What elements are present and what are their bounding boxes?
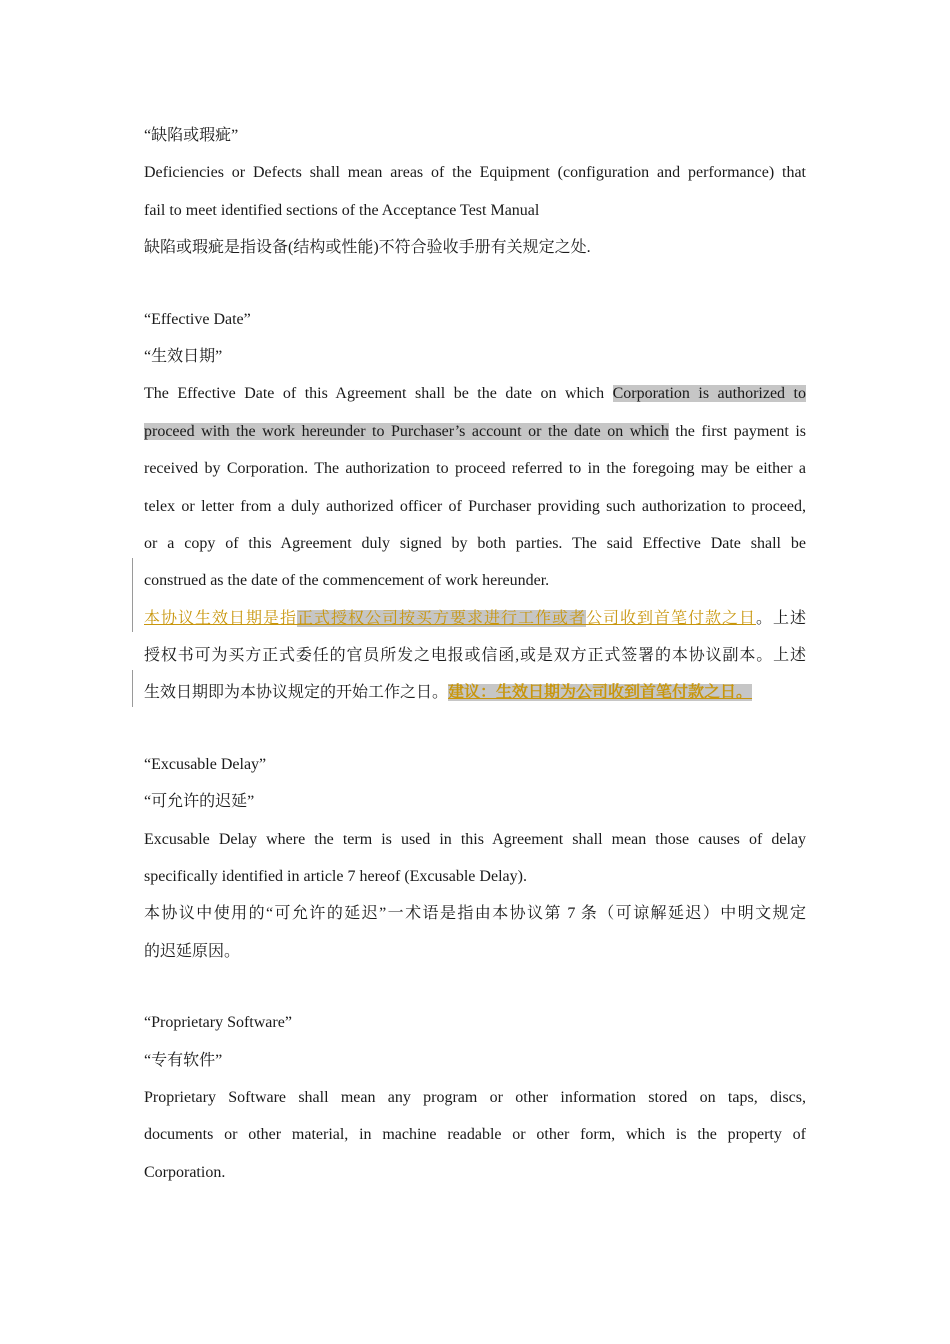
tracked-insertion[interactable]: 本协议生效日期是指 xyxy=(144,609,297,627)
paragraph-gap xyxy=(144,712,806,746)
document-page xyxy=(144,117,806,1191)
definition-text-en: documents or other material, in machine readable or other form, which is the property of xyxy=(144,1126,806,1144)
paragraph-gap xyxy=(144,970,806,1004)
definition-text-zh: 本协议中使用的“可允许的延迟”一术语是指由本协议第 7 条（可谅解延迟）中明文规定 xyxy=(144,905,806,923)
definition-text-zh: 授权书可为买方正式委任的官员所发之电报或信函,或是双方正式签署的本协议副本。上述 xyxy=(144,647,806,665)
term-heading-zh: “可允许的迟延” xyxy=(144,793,255,811)
definition-text-zh xyxy=(144,674,806,711)
definition-text-en: telex or letter from a duly authorized officer of Purchaser providing such authorization to proceed, xyxy=(144,497,806,515)
definition-proprietary-software xyxy=(144,1004,806,1191)
text-run: the first payment is xyxy=(668,422,806,440)
text-run: The Effective Date of this Agreement shall be the date on which xyxy=(144,385,613,403)
definition-excusable-delay xyxy=(144,746,806,970)
definition-text-en: construed as the date of the commencement of work hereunder. xyxy=(144,572,550,590)
definition-defects xyxy=(144,117,806,267)
definition-text-zh xyxy=(144,600,806,637)
tracked-insertion-highlighted[interactable]: 正式授权公司按买方要求进行工作或者 xyxy=(297,609,586,627)
term-heading-zh: “生效日期” xyxy=(144,347,223,365)
term-heading-zh: “缺陷或瑕疵” xyxy=(144,127,239,144)
highlighted-text[interactable]: proceed with the work hereunder to Purchaser’s account or the date on which xyxy=(144,422,669,440)
term-heading-zh: “专有软件” xyxy=(144,1051,223,1069)
term-heading-en: “Excusable Delay” xyxy=(144,755,267,773)
term-heading-en: “Proprietary Software” xyxy=(144,1014,292,1032)
definition-text-zh: 缺陷或瑕疵是指设备(结构或性能)不符合验收手册有关规定之处. xyxy=(144,239,591,257)
definition-text-en: Deficiencies or Defects shall mean areas of the Equipment (configuration and performance) that xyxy=(144,164,806,182)
change-bar xyxy=(132,670,133,707)
tracked-insertion[interactable]: 公司收到首笔付款之日 xyxy=(585,609,756,627)
definition-text-en: Excusable Delay where the term is used in this Agreement shall mean those causes of delay xyxy=(144,830,806,848)
change-bar xyxy=(132,558,133,632)
definition-text-en xyxy=(144,413,806,450)
definition-text-en: specifically identified in article 7 hereof (Excusable Delay). xyxy=(144,868,527,886)
definition-text-en: received by Corporation. The authorization to proceed referred to in the foregoing may be either a xyxy=(144,460,806,478)
text-run: 生效日期即为本协议规定的开始工作之日。 xyxy=(144,684,449,702)
text-run: 。上述 xyxy=(755,609,806,627)
term-heading-en: “Effective Date” xyxy=(144,310,251,328)
paragraph-gap xyxy=(144,267,806,301)
suggestion-comment[interactable]: 建议：生效日期为公司收到首笔付款之日。 xyxy=(448,684,753,702)
definition-text-en xyxy=(144,375,806,412)
definition-text-en: Proprietary Software shall mean any program or other information stored on taps, discs, xyxy=(144,1088,806,1106)
definition-text-zh: 的迟延原因。 xyxy=(144,942,241,960)
definition-text-en: or a copy of this Agreement duly signed by both parties. The said Effective Date shall be xyxy=(144,534,806,552)
definition-text-en: fail to meet identified sections of the Acceptance Test Manual xyxy=(144,201,540,219)
definition-text-en: Corporation. xyxy=(144,1163,226,1181)
highlighted-text[interactable]: Corporation is authorized to xyxy=(612,385,806,403)
definition-effective-date xyxy=(144,301,806,712)
